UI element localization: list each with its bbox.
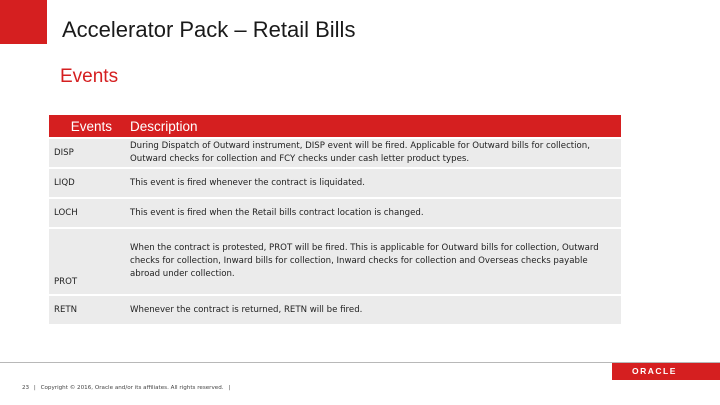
events-column-header: Events	[49, 115, 120, 137]
slide-footer	[22, 385, 233, 391]
oracle-logo: ORACLE	[632, 366, 677, 376]
events-table	[49, 113, 621, 326]
event-description-cell: This event is fired whenever the contract is liquidated.	[120, 169, 621, 197]
table-row	[49, 199, 621, 227]
footer-separator: |	[33, 385, 36, 391]
table-row	[49, 229, 621, 294]
description-column-header: Description	[120, 115, 621, 137]
table-row	[49, 139, 621, 167]
table-header-row	[49, 115, 621, 137]
event-description-cell: This event is fired when the Retail bills contract location is changed.	[120, 199, 621, 227]
copyright-notice: Copyright © 2016, Oracle and/or its affiliates. All rights reserved.	[40, 385, 224, 391]
event-code-cell: DISP	[49, 139, 120, 167]
event-description-cell: During Dispatch of Outward instrument, DISP event will be fired. Applicable for Outward bills for collection, Outward checks for collection and FCY checks under cash letter product types.	[120, 139, 621, 167]
table-row	[49, 296, 621, 324]
event-code-cell: LOCH	[49, 199, 120, 227]
footer-end-separator: |	[228, 385, 231, 391]
section-subtitle: Events	[60, 66, 119, 87]
table-row	[49, 169, 621, 197]
page-title: Accelerator Pack – Retail Bills	[62, 17, 356, 42]
title-accent-bar	[0, 0, 47, 44]
page-number: 23	[22, 385, 30, 391]
event-code-cell: PROT	[49, 229, 120, 294]
event-code-cell: LIQD	[49, 169, 120, 197]
event-code-cell: RETN	[49, 296, 120, 324]
event-description-cell: Whenever the contract is returned, RETN will be fired.	[120, 296, 621, 324]
event-description-cell: When the contract is protested, PROT will be fired. This is applicable for Outward bills for collection, Outward checks for collection, Inward bills for collection, Inward checks for collection and Overseas checks payable abroad under collection.	[120, 229, 621, 294]
